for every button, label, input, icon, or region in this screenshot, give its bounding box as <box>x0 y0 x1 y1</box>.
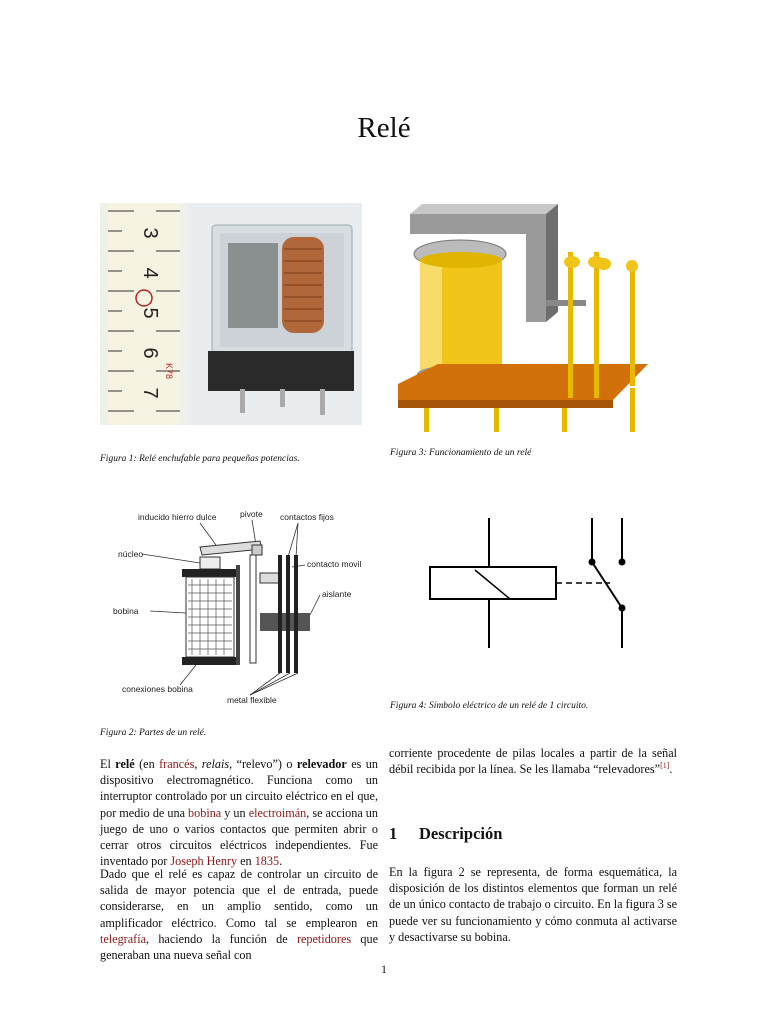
link-joseph-henry[interactable]: Joseph Henry <box>170 854 238 869</box>
relevadores-paragraph: corriente procedente de pilas locales a partir de la señal débil recibida por la línea. Se les llamaba “relevadores”[1]. <box>389 746 677 777</box>
figure-4-relay-symbol <box>420 512 640 652</box>
amplifier-paragraph: Dado que el relé es capaz de controlar un circuito de salida de mayor potencia que el de entrada, puede considerarse, en un amplio sentido, como un amplificador eléctrico. Como tal se emplearon en telegrafía, haciendo la función de repetidores que generaban una nueva señal con <box>100 867 378 963</box>
intro-paragraph: El relé (en francés, relais, “relevo”) o relevador es un dispositivo electromagnético. Funciona como un interruptor controlado por un circuito eléctrico en el que, por medio de una bobina y un electroimán, se acciona un juego de uno o varios contactos que permiten abrir o cerrar otros circuitos eléctricos independientes. Fue inventado por Joseph Henry en 1835. <box>100 757 378 869</box>
page-number: 1 <box>381 962 387 976</box>
page-title: Relé <box>357 112 411 144</box>
figure-4-caption: Figura 4: Símbolo eléctrico de un relé de 1 circuito. <box>390 701 589 711</box>
label-nucleo: núcleo <box>118 549 144 559</box>
ruler-mark-7: 7 <box>139 387 161 399</box>
figure-1-caption: Figura 1: Relé enchufable para pequeñas potencias. <box>100 454 300 464</box>
switch-blade <box>592 562 622 608</box>
ruler-mark-6: 6 <box>139 347 161 359</box>
label-aislante: aislante <box>322 589 352 599</box>
ruler-mark-3: 3 <box>139 227 161 239</box>
link-bobina[interactable]: bobina <box>188 805 222 820</box>
figure-1-relay-photo <box>100 203 362 425</box>
section-title: Descripción <box>419 824 503 843</box>
base-board <box>398 364 648 400</box>
contact-pin-3 <box>630 262 635 386</box>
link-telegrafia[interactable]: telegrafía <box>100 931 147 946</box>
contact-pin-1 <box>568 252 573 398</box>
ruler-mark-5: 5 <box>139 307 161 319</box>
figure-3-caption: Figura 3: Funcionamiento de un relé <box>390 448 532 458</box>
term-rele: relé <box>115 757 135 771</box>
relay-base <box>208 351 354 391</box>
link-electroiman[interactable]: electroimán <box>248 805 307 820</box>
label-contactos-fijos: contactos fijos <box>280 512 334 522</box>
reference-1-link[interactable]: [1] <box>660 761 670 771</box>
figure-3-relay-3d <box>398 204 648 436</box>
ruler-mark-4: 4 <box>139 267 161 279</box>
label-contacto-movil: contacto movil <box>307 559 362 569</box>
label-conexiones: conexiones bobina <box>122 684 193 694</box>
ruler-text: K78 <box>164 363 174 380</box>
coil-symbol <box>430 567 556 599</box>
section-heading-descripcion <box>389 824 502 844</box>
label-bobina: bobina <box>113 606 139 616</box>
figure-2-relay-parts <box>100 505 390 710</box>
contact-pin-2 <box>594 252 599 398</box>
section-number: 1 <box>389 824 398 843</box>
label-inducido: inducido hierro dulce <box>138 512 217 522</box>
link-frances[interactable]: francés <box>159 757 195 771</box>
link-1835[interactable]: 1835 <box>254 854 280 869</box>
link-repetidores[interactable]: repetidores <box>296 931 352 946</box>
term-relevador: relevador <box>296 757 347 771</box>
label-metal-flexible: metal flexible <box>227 695 277 705</box>
figure-2-caption: Figura 2: Partes de un relé. <box>100 728 207 738</box>
descripcion-paragraph: En la figura 2 se representa, de forma esquemática, la disposición de los distintos elementos que forman un relé de un único contacto de trabajo o circuito. En la figura 3 se puede ver su funcionamiento y cómo conmuta al activarse y desactivarse su bobina. <box>389 865 677 944</box>
label-pivote: pivote <box>240 509 263 519</box>
core-top-plate <box>182 569 238 577</box>
insulator <box>260 613 310 631</box>
